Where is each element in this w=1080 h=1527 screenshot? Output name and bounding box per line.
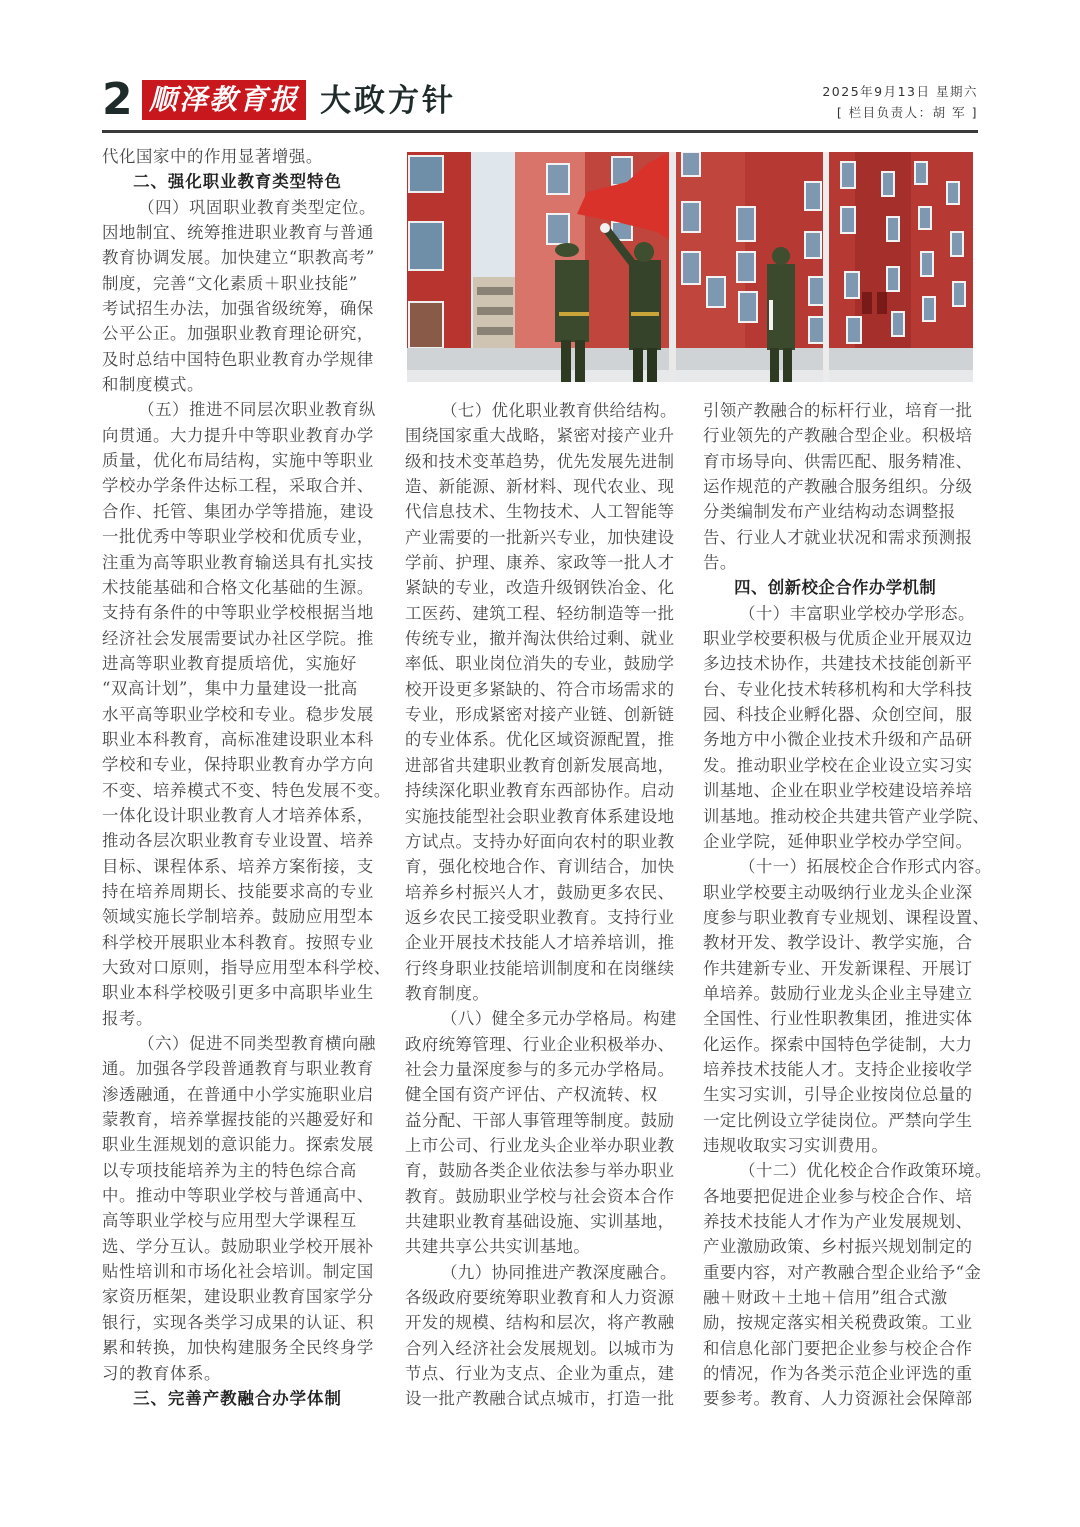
article-line: 健全国有资产评估、产权流转、权 <box>405 1085 658 1105</box>
article-line: 返乡农民工接受职业教育。支持行业 <box>405 907 675 927</box>
article-line: 紧缺的专业，改造升级钢铁冶金、化 <box>405 578 675 598</box>
article-line: 目标、课程体系、培养方案衔接，支 <box>102 856 374 876</box>
article-line: 益分配、干部人事管理等制度。鼓励 <box>405 1110 675 1130</box>
article-line: 行终身职业技能培训制度和在岗继续 <box>405 958 675 978</box>
article-line: 不变、培养模式不变、特色发展不变。 <box>102 780 391 800</box>
article-line: 科学校开展职业本科教育。按照专业 <box>102 932 374 952</box>
article-line: 贴性培训和市场化社会培训。制定国 <box>102 1262 374 1282</box>
article-line: 发。推动职业学校在企业设立实习实 <box>703 755 973 775</box>
article-line: 社会力量深度参与的多元办学格局。 <box>405 1059 675 1079</box>
article-line: 习的教育体系。 <box>102 1363 221 1383</box>
article-line: 一定比例设立学徒岗位。严禁向学生 <box>703 1110 973 1130</box>
article-line: 工医药、建筑工程、轻纺制造等一批 <box>405 603 675 623</box>
article-line: 作共建新专业、开发新课程、开展订 <box>703 958 973 978</box>
article-line: 经济社会发展需要试办社区学院。推 <box>102 628 374 648</box>
article-line: 企业学院，延伸职业学校办学空间。 <box>703 831 973 851</box>
article-line: 引领产教融合的标杆行业，培育一批 <box>703 401 973 420</box>
article-line: 训基地、企业在职业学校建设培养培 <box>703 781 973 801</box>
article-line: 共建职业教育基础设施、实训基地， <box>405 1212 675 1231</box>
page-number: 2 <box>102 74 133 125</box>
article-line: 银行，实现各类学习成果的认证、积 <box>102 1312 374 1332</box>
article-line: 各级政府要统筹职业教育和人力资源 <box>405 1288 675 1308</box>
article-line: 方试点。支持办好面向农村的职业教 <box>405 831 675 851</box>
article-line: 违规收取实习实训费用。 <box>703 1135 889 1155</box>
article-line: 化运作。探索中国特色学徒制，大力 <box>703 1034 973 1054</box>
article-line: 培养技术技能人才。支持企业接收学 <box>703 1059 973 1079</box>
article-line: 设一批产教融合试点城市，打造一批 <box>405 1389 675 1409</box>
article-line: 通。加强各学段普通教育与职业教育 <box>102 1059 374 1079</box>
article-line: 学校办学条件达标工程，采取合并、 <box>102 476 374 496</box>
article-line: 大致对口原则，指导应用型本科学校、 <box>102 958 391 977</box>
article-line: （五）推进不同层次职业教育纵 <box>138 400 376 420</box>
article-line: 训基地。推动校企共建共管产业学院、 <box>703 806 990 826</box>
article-line: 级和技术变革趋势，优先发展先进制 <box>405 451 675 471</box>
article-line: 职业生涯规划的意识能力。探索发展 <box>102 1135 374 1155</box>
article-line: （八）健全多元办学格局。构建 <box>441 1009 677 1029</box>
news-photo-flag-raising <box>407 152 973 382</box>
article-line: 领域实施长学制培养。鼓励应用型本 <box>102 907 374 927</box>
issue-date: 2025年9月13日 星期六 <box>822 84 978 99</box>
article-line: 教材开发、教学设计、教学实施，合 <box>703 933 973 953</box>
article-line: 代信息技术、生物技术、人工智能等 <box>405 502 675 522</box>
article-line: 学校和专业，保持职业教育办学方向 <box>102 755 374 775</box>
article-line: 率低、职业岗位消失的专业，鼓励学 <box>405 654 675 674</box>
article-line: 渗透融通，在普通中小学实施职业启 <box>102 1084 374 1104</box>
article-line: 育，强化校地合作、育训结合，加快 <box>405 857 675 877</box>
article-line: 传统专业，撤并淘汰供给过剩、就业 <box>405 629 675 649</box>
article-line: 园、科技企业孵化器、众创空间，服 <box>703 705 973 725</box>
article-line: 因地制宜、统筹推进职业教育与普通 <box>102 223 374 243</box>
article-line: 重要内容，对产教融合型企业给予“金 <box>703 1262 982 1282</box>
article-line: 一批优秀中等职业学校和优质专业， <box>102 527 374 547</box>
article-line: 持在培养周期长、技能要求高的专业 <box>102 881 374 901</box>
article-line: 教育。鼓励职业学校与社会资本合作 <box>405 1186 675 1206</box>
article-line: 高等职业学校与应用型大学课程互 <box>102 1211 357 1231</box>
article-line: 的情况，作为各类示范企业评选的重 <box>703 1364 973 1384</box>
article-line: 节点、行业为支点、企业为重点，建 <box>405 1364 675 1384</box>
article-line: 以专项技能培养为主的特色综合高 <box>102 1160 357 1180</box>
article-line: 告、行业人才就业状况和需求预测报 <box>703 527 973 547</box>
article-line: 制度，完善“文化素质＋职业技能” <box>102 273 358 293</box>
article-line: （九）协同推进产教深度融合。 <box>441 1262 677 1282</box>
article-line: 职业学校要主动吸纳行业龙头企业深 <box>703 882 973 902</box>
article-line: 多边技术协作，共建技术技能创新平 <box>703 654 973 674</box>
article-line: 上市公司、行业龙头企业举办职业教 <box>405 1135 675 1155</box>
article-line: 产业激励政策、乡村振兴规划制定的 <box>703 1237 973 1257</box>
article-line: 向贯通。大力提升中等职业教育办学 <box>102 425 374 445</box>
article-line: 职业本科教育，高标准建设职业本科 <box>102 729 374 749</box>
article-line: 和制度模式。 <box>102 375 204 395</box>
article-line: 学前、护理、康养、家政等一批人才 <box>405 553 675 573</box>
article-line: “双高计划”，集中力量建设一批高 <box>102 679 358 699</box>
article-line: （六）促进不同类型教育横向融 <box>138 1034 376 1054</box>
article-line: 质量，优化布局结构，实施中等职业 <box>102 451 374 471</box>
article-line: 注重为高等职业教育输送具有扎实技 <box>102 552 374 572</box>
article-line: 支持有条件的中等职业学校根据当地 <box>102 603 374 623</box>
article-line: 各地要把促进企业参与校企合作、培 <box>703 1186 973 1206</box>
article-line: 蒙教育，培养掌握技能的兴趣爱好和 <box>102 1110 374 1130</box>
article-line: 术技能基础和合格文化基础的生源。 <box>102 577 374 597</box>
article-line: 造、新能源、新材料、现代农业、现 <box>405 477 675 497</box>
article-line: 校开设更多紧缺的、符合市场需求的 <box>405 679 675 699</box>
article-line: 及时总结中国特色职业教育办学规律 <box>102 349 374 369</box>
article-line: 合作、托管、集团办学等措施，建设 <box>102 501 374 521</box>
article-line: 育市场导向、供需匹配、服务精准、 <box>703 451 973 471</box>
article-line: 代化国家中的作用显著增强。 <box>102 147 323 166</box>
article-line: 养技术技能人才作为产业发展规划、 <box>703 1212 973 1231</box>
article-line: 共建共享公共实训基地。 <box>405 1237 591 1257</box>
article-line: 职业学校要积极与优质企业开展双边 <box>703 629 973 649</box>
article-line: 进高等职业教育提质培优，实施好 <box>102 653 357 673</box>
article-line: 行业领先的产教融合型企业。积极培 <box>703 426 973 446</box>
article-line: 一体化设计职业教育人才培养体系， <box>102 805 374 825</box>
article-line: 培养乡村振兴人才，鼓励更多农民、 <box>405 882 675 902</box>
article-line: （七）优化职业教育供给结构。 <box>441 401 677 420</box>
column-editor: [ 栏目负责人：胡 军 ] <box>836 105 978 120</box>
article-line: 中。推动中等职业学校与普通高中、 <box>102 1186 374 1206</box>
article-line: 选、学分互认。鼓励职业学校开展补 <box>102 1236 374 1256</box>
article-line: 报考。 <box>102 1008 153 1028</box>
article-line: 合列入经济社会发展规划。以城市为 <box>405 1338 675 1358</box>
masthead <box>102 74 978 126</box>
flagpole <box>669 152 676 382</box>
article-line: 职业本科学校吸引更多中高职毕业生 <box>102 983 374 1003</box>
article-line: 水平高等职业学校和专业。稳步发展 <box>102 704 374 724</box>
article-line: 进部省共建职业教育创新发展高地， <box>405 755 675 775</box>
article-line: 政府统筹管理、行业企业积极举办、 <box>405 1034 675 1054</box>
article-line: 公平公正。加强职业教育理论研究， <box>102 324 374 344</box>
article-line: 开发的规模、结构和层次，将产教融 <box>405 1313 675 1333</box>
article-line: 育，鼓励各类企业依法参与举办职业 <box>405 1161 675 1181</box>
article-line: 运作规范的产教融合服务组织。分级 <box>703 477 973 497</box>
article-line: 实施技能型社会职业教育体系建设地 <box>405 806 675 826</box>
article-column-1 <box>102 144 391 1411</box>
section-title: 大政方针 <box>320 83 456 119</box>
article-line: 融＋财政＋土地＋信用”组合式激 <box>703 1288 948 1308</box>
section-heading: 四、创新校企合作办学机制 <box>734 578 937 598</box>
article-line: 教育制度。 <box>405 983 490 1003</box>
article-line: 围绕国家重大战略，紧密对接产业升 <box>405 426 675 446</box>
article-line: 累和转换，加快构建服务全民终身学 <box>102 1338 374 1358</box>
article-line: 励，按规定落实相关税费政策。工业 <box>703 1313 973 1333</box>
article-line: 分类编制发布产业结构动态调整报 <box>703 502 956 522</box>
article-line: 台、专业化技术转移机构和大学科技 <box>703 679 973 699</box>
article-line: 单培养。鼓励行业龙头企业主导建立 <box>703 983 973 1003</box>
article-line: 产业需要的一批新兴专业，加快建设 <box>405 527 675 547</box>
article-line: 企业开展技术技能人才培养培训，推 <box>405 933 675 953</box>
article-line: （四）巩固职业教育类型定位。 <box>138 197 376 217</box>
article-line: （十二）优化校企合作政策环境。 <box>739 1161 992 1181</box>
newspaper-logo: 顺泽教育报 <box>142 80 306 120</box>
article-column-2 <box>405 398 677 1412</box>
article-line: 告。 <box>703 553 737 573</box>
article-line: 推动各层次职业教育专业设置、培养 <box>102 831 374 851</box>
article-line: 生实习实训，引导企业按岗位总量的 <box>703 1085 973 1105</box>
header-rule <box>102 130 978 133</box>
article-line: 教育协调发展。加快建立“职教高考” <box>102 248 375 268</box>
article-column-3 <box>703 398 992 1412</box>
article-line: 专业，形成紧密对接产业链、创新链 <box>405 705 675 725</box>
article-line: 考试招生办法，加强省级统筹，确保 <box>102 299 374 319</box>
article-line: 要参考。教育、人力资源社会保障部 <box>703 1389 973 1409</box>
section-heading: 二、强化职业教育类型特色 <box>133 172 342 192</box>
section-heading: 三、完善产教融合办学体制 <box>133 1388 342 1408</box>
article-line: 的专业体系。优化区域资源配置，推 <box>405 730 675 750</box>
article-line: 持续深化职业教育东西部协作。启动 <box>405 781 675 801</box>
article-line: 度参与职业教育专业规划、课程设置、 <box>703 907 990 927</box>
article-line: 和信息化部门要把企业参与校企合作 <box>703 1338 973 1358</box>
article-line: （十）丰富职业学校办学形态。 <box>739 603 975 623</box>
article-line: 全国性、行业性职教集团，推进实体 <box>703 1009 973 1029</box>
article-line: 家资历框架，建设职业教育国家学分 <box>102 1287 374 1307</box>
article-line: （十一）拓展校企合作形式内容。 <box>739 857 992 877</box>
article-line: 务地方中小微企业技术升级和产品研 <box>703 730 973 750</box>
